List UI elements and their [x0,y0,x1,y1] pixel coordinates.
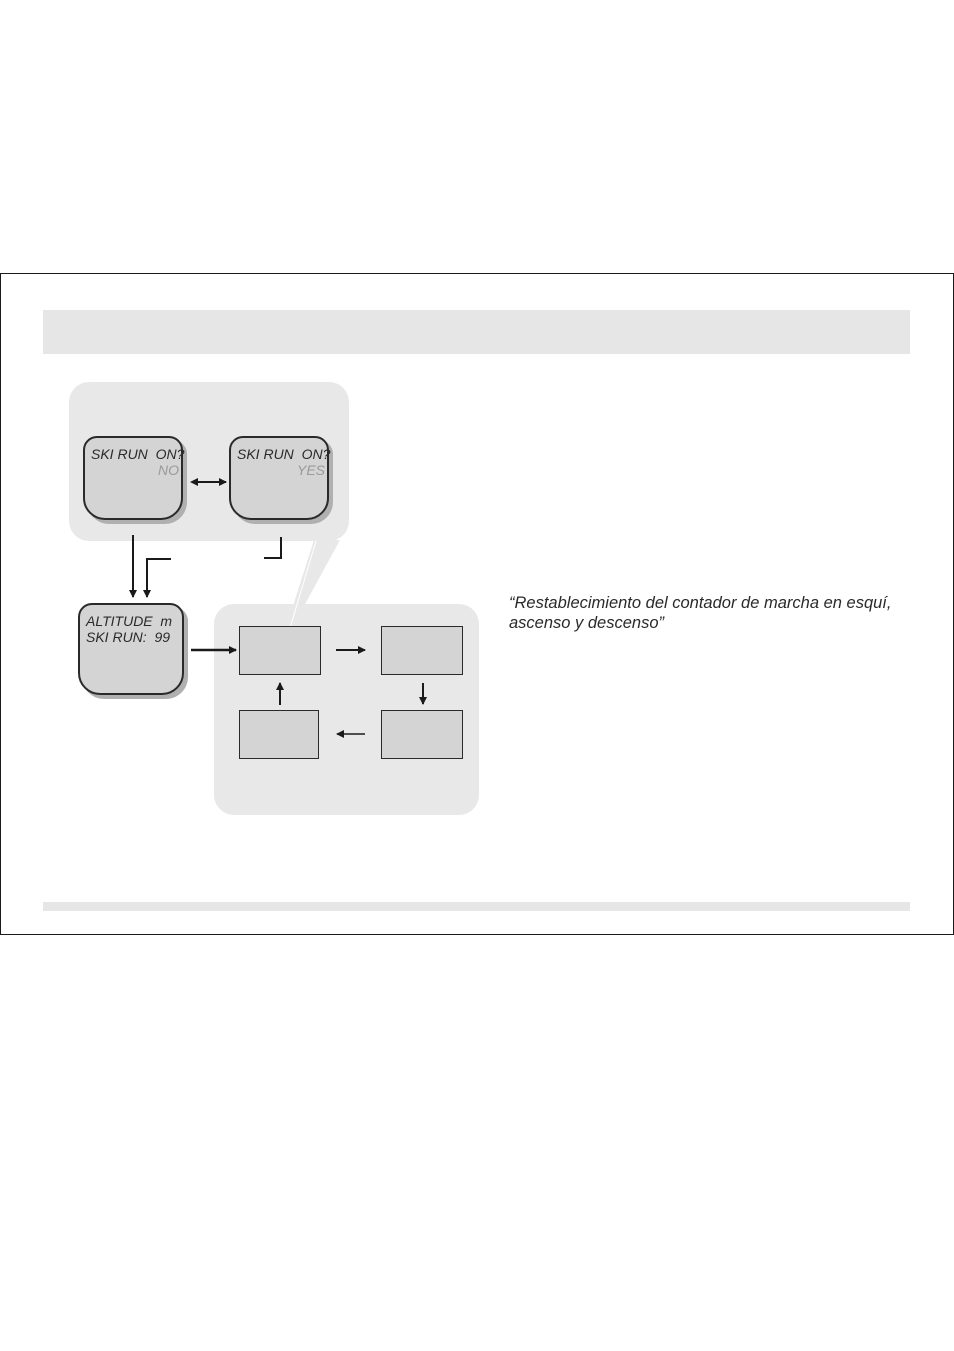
screen-altitude-line2: SKI RUN: 99 [86,629,171,645]
sequence-box-3 [381,710,463,759]
sequence-box-2 [381,626,463,675]
screen-ski-run-yes [229,436,333,524]
screen-ski-run-no [83,436,187,524]
screen-yes-line1: SKI RUN ON? [237,446,331,462]
screen-altitude [78,603,188,699]
sequence-box-4 [239,710,319,759]
sequence-box-1 [239,626,321,675]
elbow-arrow [147,559,171,597]
caption-text: “Restablecimiento del contador de marcha en esquí, ascenso y descenso” [509,594,892,632]
screen-no-line2: NO [158,462,179,478]
screen-yes-line2: YES [296,462,325,478]
screen-altitude-line1: ALTITUDE m [86,613,173,629]
yes-elbow [264,537,281,558]
screen-no-line1: SKI RUN ON? [91,446,185,462]
